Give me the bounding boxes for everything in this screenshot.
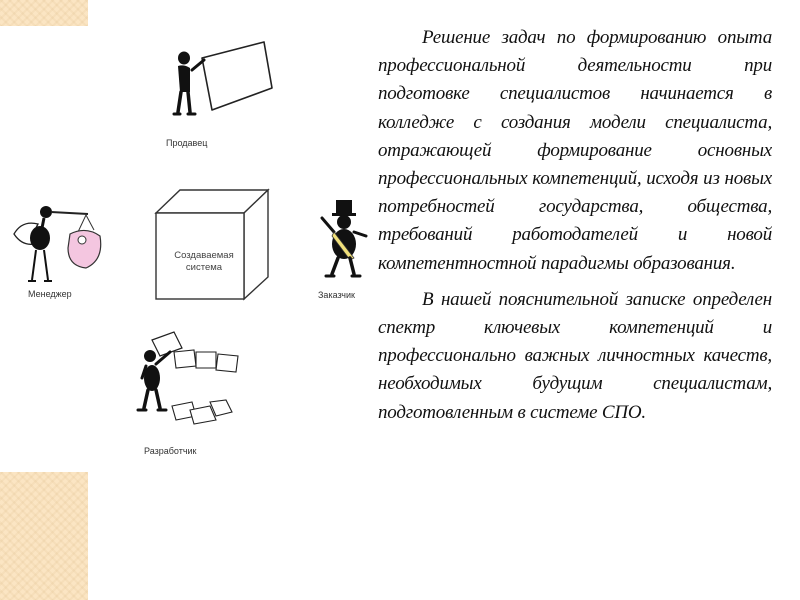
paragraph-1: Решение задач по формированию опыта профессиональной деятельности при подготовке специалистов начинается в колледже с создания модели специалиста, отражающей формирование основных профессиональных компетенций, исходя из новых потребностей государства, общества, требований работодателей и новой компетентностной парадигмы образования. (378, 27, 772, 274)
decorative-corner-top (0, 0, 88, 26)
developer-figure-icon (124, 322, 244, 432)
role-label-manager: Менеджер (28, 289, 72, 299)
main-text (378, 24, 772, 427)
customer-figure-icon (312, 196, 372, 282)
role-label-customer: Заказчик (318, 290, 355, 300)
role-label-developer: Разработчик (144, 446, 197, 456)
cube-label-line2: система (185, 262, 223, 273)
decorative-corner-bottom (0, 472, 88, 600)
cube-icon (150, 185, 275, 305)
cube-label-line1: Создаваемая (174, 250, 234, 261)
role-label-seller: Продавец (166, 138, 208, 148)
cube-label (165, 250, 243, 274)
manager-stork-icon (8, 198, 104, 284)
seller-figure-icon (168, 36, 278, 126)
paragraph-2: В нашей пояснительной записке определен спектр ключевых компетенций и профессионально важных личностных качеств, необходимых будущим специалистам, подготовленным в системе СПО. (378, 288, 772, 423)
